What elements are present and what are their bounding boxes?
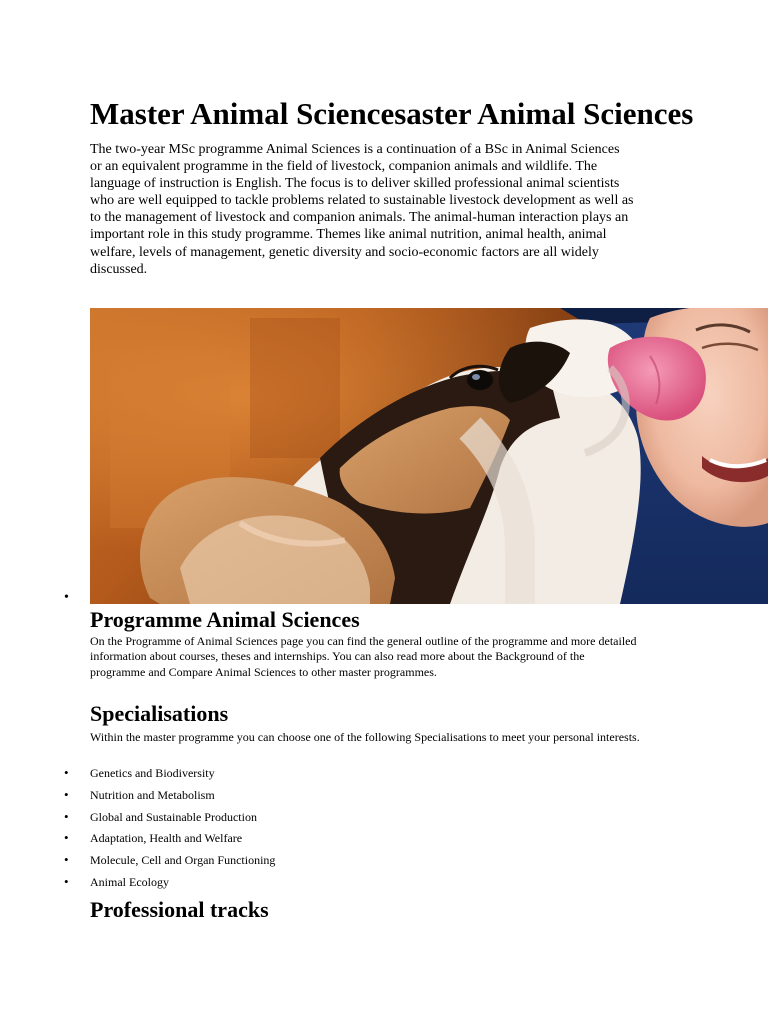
specialisations-intro bbox=[90, 730, 640, 745]
programme-line: On the Programme of Animal Sciences page you can find the general outline of the programme and more detailed bbox=[90, 634, 637, 648]
list-item-label: Molecule, Cell and Organ Functioning bbox=[90, 853, 276, 868]
specialisations-heading: Specialisations bbox=[90, 701, 229, 726]
intro-line: important role in this study programme. Themes like animal nutrition, animal health, animal bbox=[90, 227, 607, 243]
list-bullet: • bbox=[64, 873, 69, 889]
list-item-label: Animal Ecology bbox=[90, 874, 169, 889]
professional-tracks-heading: Professional tracks bbox=[90, 897, 269, 922]
list-item-label: Global and Sustainable Production bbox=[90, 809, 257, 824]
puppy-licking-child-photo bbox=[90, 308, 768, 604]
list-item-label: Nutrition and Metabolism bbox=[90, 787, 215, 802]
list-bullet: • bbox=[64, 830, 69, 846]
programme-line: information about courses, theses and internships. You can also read more about the Background of the bbox=[90, 649, 585, 664]
intro-line: who are well equipped to tackle problems related to sustainable livestock development as well as bbox=[90, 193, 634, 209]
list-item-label: Adaptation, Health and Welfare bbox=[90, 831, 243, 846]
programme-paragraph bbox=[90, 634, 637, 680]
intro-line: The two-year MSc programme Animal Sciences is a continuation of a BSc in Animal Sciences bbox=[90, 142, 620, 157]
intro-line: welfare, levels of management, genetic diversity and socio-economic factors are all widely bbox=[90, 244, 599, 260]
specialisations-intro-line: Within the master programme you can choose one of the following Specialisations to meet your personal interests. bbox=[90, 730, 640, 744]
intro-line: discussed. bbox=[90, 261, 148, 277]
list-bullet: • bbox=[64, 765, 69, 780]
list-bullet: • bbox=[64, 590, 69, 605]
intro-line: or an equivalent programme in the field of livestock, companion animals and wildlife. The bbox=[90, 159, 598, 175]
intro-line: to the management of livestock and companion animals. The animal-human interaction plays an bbox=[90, 210, 629, 226]
list-bullet: • bbox=[64, 852, 69, 868]
programme-line: programme and Compare Animal Sciences to other master programmes. bbox=[90, 664, 437, 679]
list-bullet: • bbox=[64, 808, 69, 824]
list-bullet: • bbox=[64, 786, 69, 802]
intro-line: language of instruction is English. The focus is to deliver skilled professional animal scientists bbox=[90, 176, 620, 192]
list-item-label: Genetics and Biodiversity bbox=[90, 766, 215, 780]
programme-heading: Programme Animal Sciences bbox=[90, 607, 360, 632]
intro-paragraph bbox=[90, 141, 680, 278]
page-title: Master Animal Sciencesaster Animal Sciences bbox=[90, 96, 694, 131]
